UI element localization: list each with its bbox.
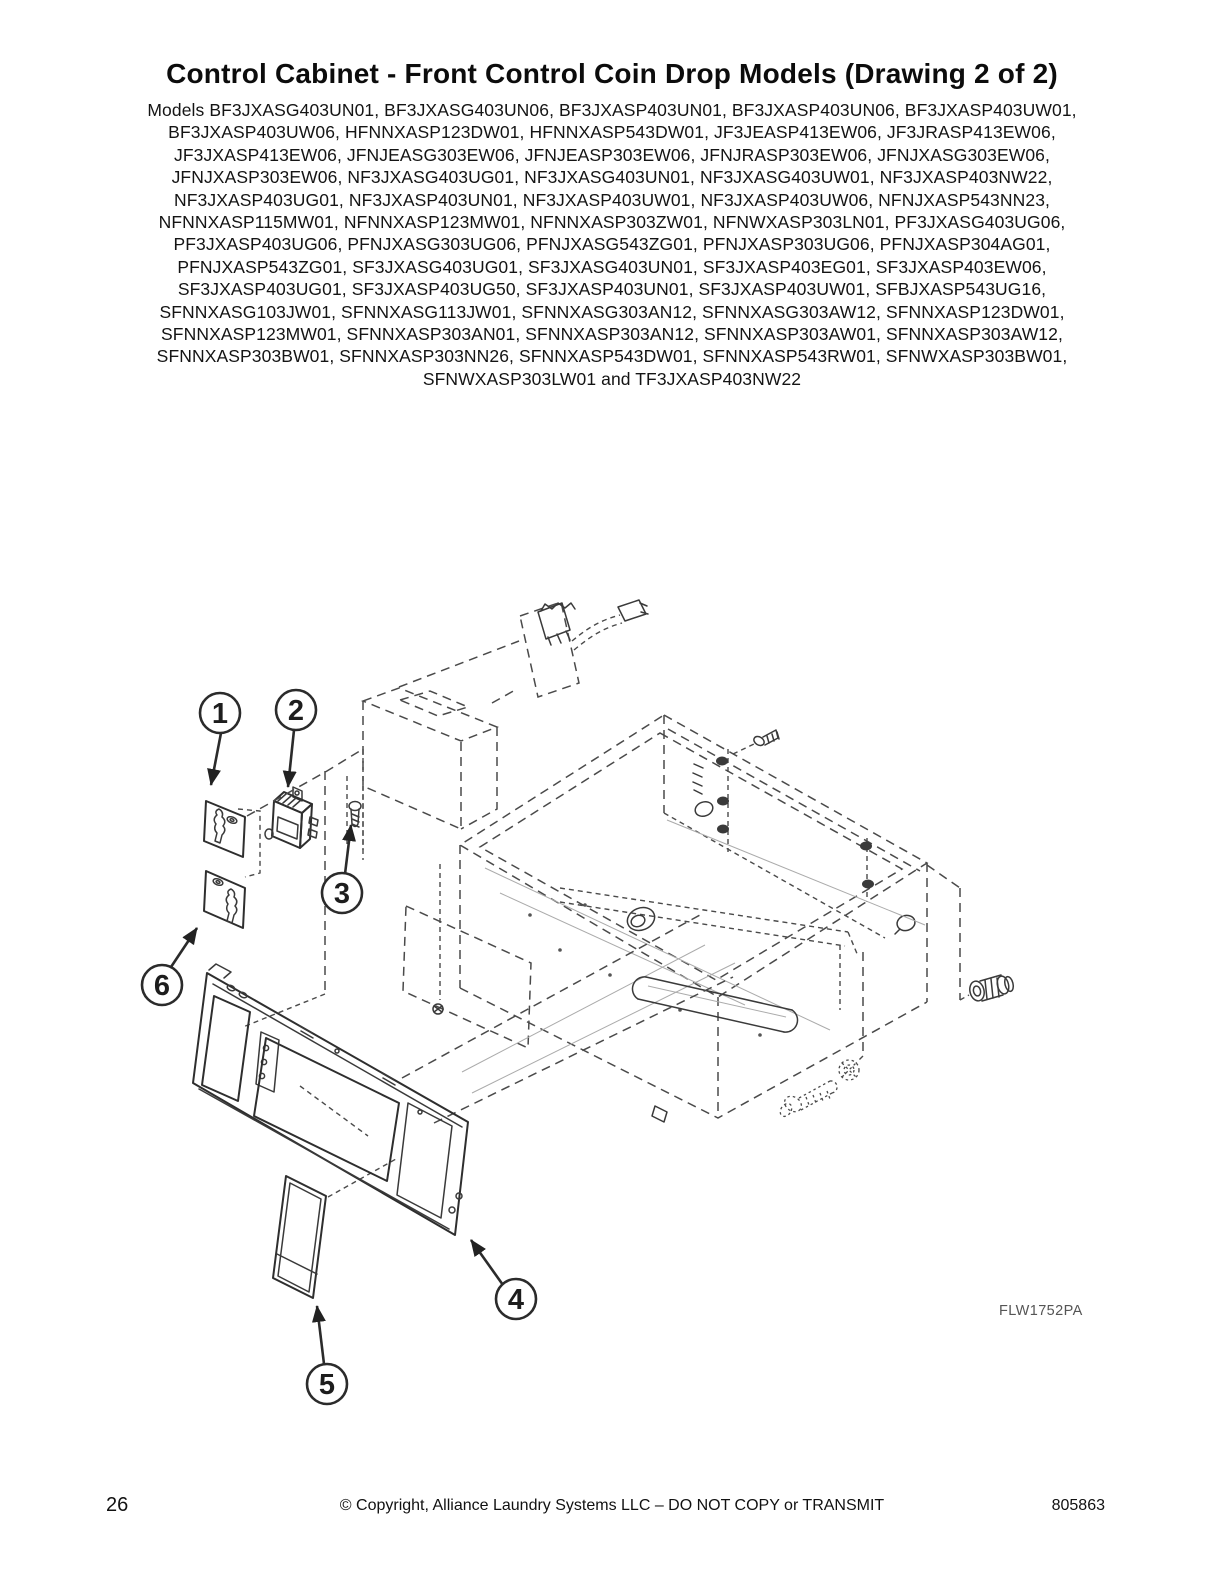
harness-bracket: [399, 600, 648, 703]
part-5-decal: [273, 1176, 326, 1298]
callout-1-number: 1: [211, 698, 229, 730]
model-list-line: BF3JXASP403UW06, HFNNXASP123DW01, HFNNXASP543DW01, JF3JEASP413EW06, JF3JRASP413EW06,: [168, 122, 1056, 143]
model-list-line: JFNJXASP303EW06, NF3JXASG403UG01, NF3JXASG403UN01, NF3JXASG403UW01, NF3JXASP403NW22,: [171, 167, 1053, 188]
model-list-line: SFNNXASP123MW01, SFNNXASP303AN01, SFNNXASP303AN12, SFNNXASP303AW01, SFNNXASP303AW12,: [161, 324, 1063, 345]
callout-4: [471, 1240, 536, 1319]
control-box-dashed: [363, 688, 531, 1048]
model-list-line: PF3JXASP403UG06, PFNJXASG303UG06, PFNJXASG543ZG01, PFNJXASP303UG06, PFNJXASP304AG01,: [173, 234, 1051, 255]
vault-screw-and-washer: [778, 952, 863, 1119]
model-list-line: Models BF3JXASG403UN01, BF3JXASG403UN06, BF3JXASP403UN01, BF3JXASP403UN06, BF3JXASP403UW01,: [147, 100, 1077, 120]
callout-3: [322, 825, 362, 913]
model-list-line: JF3JXASP413EW06, JFNJEASG303EW06, JFNJEASP303EW06, JFNJRASP303EW06, JFNJXASG303EW06,: [174, 144, 1050, 165]
callout-5: [307, 1306, 347, 1404]
model-list-line: NF3JXASP403UG01, NF3JXASP403UN01, NF3JXASP403UW01, NF3JXASP403UW06, NFNJXASP543NN23,: [174, 189, 1050, 210]
callout-2: [276, 690, 316, 787]
page-footer: [0, 1494, 1224, 1524]
callout-6-number: 6: [153, 970, 171, 1002]
callout-3-number: 3: [333, 878, 351, 910]
model-list-line: SFNNXASG103JW01, SFNNXASG113JW01, SFNNXASG303AN12, SFNNXASG303AW12, SFNNXASP123DW01,: [159, 301, 1065, 322]
part-6-lock-plate: [204, 871, 245, 928]
lock-cylinder: [968, 975, 1015, 1002]
figure-code: FLW1752PA: [999, 1303, 1083, 1319]
part-2-breaker-switch: [265, 787, 318, 848]
part-4-control-panel: [193, 964, 468, 1235]
callout-1: [200, 693, 240, 785]
document-number: 805863: [1051, 1497, 1105, 1514]
callout-6: [142, 928, 197, 1005]
model-list-line: NFNNXASP115MW01, NFNNXASP123MW01, NFNNXASP303ZW01, NFNWXASP303LN01, PF3JXASG403UG06,: [158, 212, 1066, 233]
copyright-notice: © Copyright, Alliance Laundry Systems LLC – DO NOT COPY or TRANSMIT: [339, 1497, 885, 1514]
page-number: 26: [106, 1494, 129, 1516]
model-list-line: PFNJXASP543ZG01, SF3JXASG403UG01, SF3JXASG403UN01, SF3JXASP403EG01, SF3JXASP403EW06,: [177, 256, 1047, 277]
callout-4-number: 4: [507, 1284, 525, 1316]
model-list-line: SF3JXASP403UG01, SF3JXASP403UG50, SF3JXASP403UN01, SF3JXASP403UW01, SFBJXASP543UG16,: [177, 279, 1047, 300]
part-3-screw: [349, 802, 361, 828]
cabinet-shell: [460, 715, 969, 1122]
callout-5-number: 5: [318, 1369, 336, 1401]
model-list-line: SFNWXASP303LW01 and TF3JXASP403NW22: [422, 368, 802, 389]
model-list-line: SFNNXASP303BW01, SFNNXASP303NN26, SFNNXASP543DW01, SFNNXASP543RW01, SFNWXASP303BW01,: [156, 346, 1068, 367]
page-title: Control Cabinet - Front Control Coin Drop Models (Drawing 2 of 2): [166, 58, 1058, 89]
callout-2-number: 2: [287, 695, 305, 727]
